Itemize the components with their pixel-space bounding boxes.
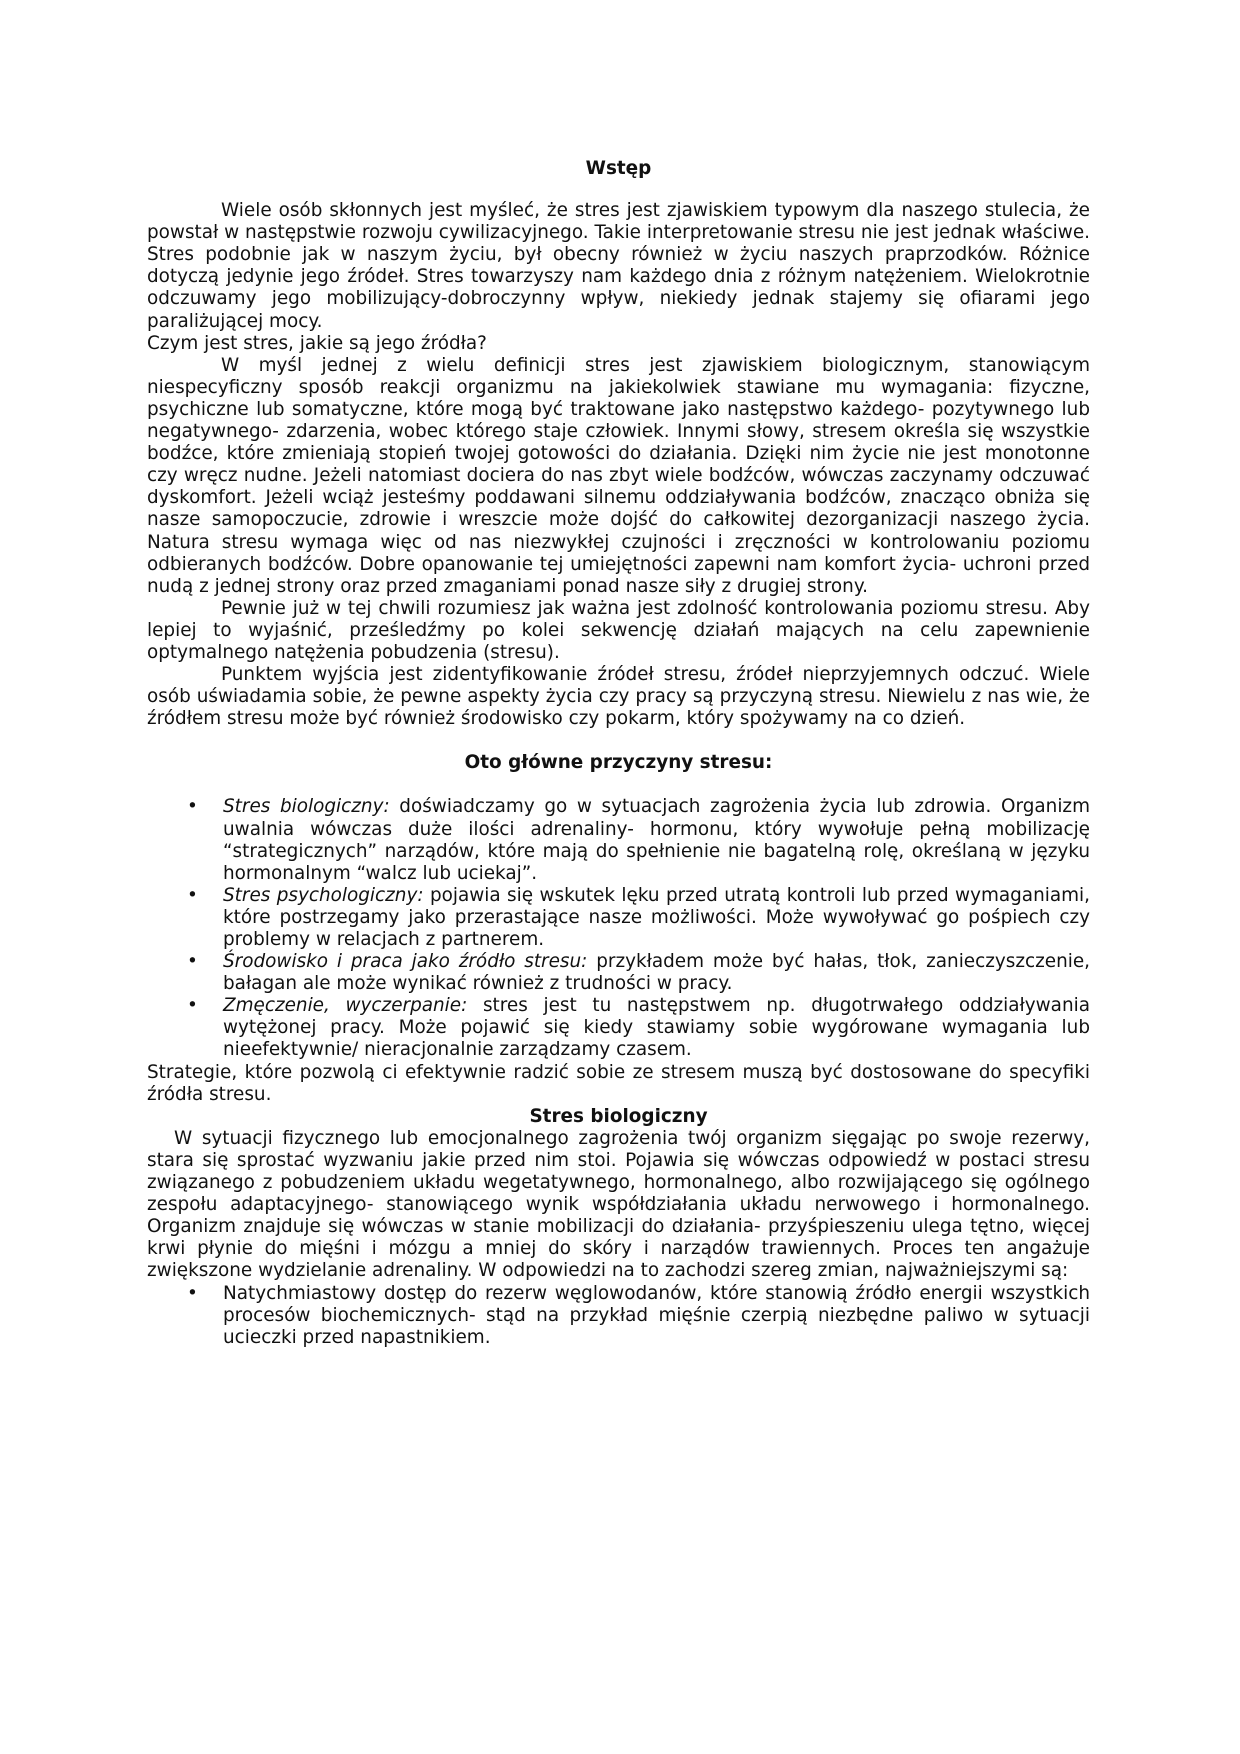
bullet-icon: • xyxy=(187,995,198,1017)
question-line: Czym jest stres, jakie są jego źródła? xyxy=(147,332,487,354)
cause-text: stres jest tu następstwem np. długotrwałego oddziaływania wytężonej pracy. Może pojawić się kiedy stawiamy sobie wygórowane wymagania lub nieefektywnie/ nieracjonalnie zarządzamy czasem. xyxy=(223,995,1090,1061)
cause-label: Stres biologiczny: xyxy=(223,796,390,818)
list-item xyxy=(147,796,1090,884)
document-page xyxy=(147,158,1090,1349)
bullet-icon: • xyxy=(187,1282,198,1304)
definition-paragraph: W myśl jednej z wielu definicji stres jest zjawiskiem biologicznym, stanowiącym niespecyficzny sposób reakcji organizmu na jakiekolwiek stawiane mu wymagania: fizyczne, psychiczne lub somatyczne, które mogą być traktowane jako następstwo każdego- pozytywnego lub negatywnego- zdarzenia, wobec którego staje człowiek. Innymi słowy, stresem określa się wszystkie bodźce, które zmieniają stopień twojej gotowości do działania. Dzięki nim życie nie jest monotonne czy wręcz nudne. Jeżeli natomiast dociera do nas zbyt wiele bodźców, wówczas zaczynamy odczuwać dyskomfort. Jeżeli wciąż jesteśmy poddawani silnemu oddziaływania bodźców, znacząco obniża się nasze samopoczucie, zdrowie i wreszcie może dojść do całkowitej dezorganizacji naszego życia. Natura stresu wymaga więc od nas niezwykłej czujności i zręczności w kontrolowaniu poziomu odbieranych bodźców. Dobre opanowanie tej umiejętności zapewni nam komfort życia- uchroni przed nudą z jednej strony oraz przed zmaganiami ponad nasze siły z drugiej strony. xyxy=(147,354,1090,597)
control-paragraph: Pewnie już w tej chwili rozumiesz jak ważna jest zdolność kontrolowania poziomu stresu. Aby lepiej to wyjaśnić, prześledźmy po kolei sekwencję działań mających na celu zapewnienie optymalnego natężenia pobudzenia (stresu). xyxy=(147,597,1090,663)
list-item xyxy=(147,1283,1090,1349)
list-item xyxy=(147,951,1090,995)
list-item xyxy=(147,885,1090,951)
cause-label: Środowisko i praca jako źródło stresu: xyxy=(223,951,588,973)
sources-paragraph: Punktem wyjścia jest zidentyfikowanie źródeł stresu, źródeł nieprzyjemnych odczuć. Wiele osób uświadamia sobie, że pewne aspekty życia czy pracy są przyczyną stresu. Niewielu z nas wie, że źródłem stresu może być również środowisko czy pokarm, który spożywamy na co dzień. xyxy=(147,664,1090,730)
bullet-icon: • xyxy=(187,796,198,818)
bio-paragraph: W sytuacji fizycznego lub emocjonalnego zagrożenia twój organizm sięgając po swoje rezerwy, stara się sprostać wyzwaniu jakie przed nim stoi. Pojawia się wówczas odpowiedź w postaci stresu związanego z pobudzeniem układu wegetatywnego, hormonalnego, albo rozwijającego się ogólnego zespołu adaptacyjnego- stanowiącego wynik współdziałania układu nerwowego i hormonalnego. Organizm znajduje się wówczas w stanie mobilizacji do działania- przyśpieszeniu ulega tętno, więcej krwi płynie do mięśni i mózgu a mniej do skóry i narządów trawiennych. Proces ten angażuje zwiększone wydzielanie adrenaliny. W odpowiedzi na to zachodzi szereg zmian, najważniejszymi są: xyxy=(147,1127,1090,1282)
bio-heading: Stres biologiczny xyxy=(529,1105,708,1127)
effect-text: Natychmiastowy dostęp do rezerw węglowodanów, które stanowią źródło energii wszystkich procesów biochemicznych- stąd na przykład mięśnie czerpią niezbędne paliwo w sytuacji ucieczki przed napastnikiem. xyxy=(223,1282,1090,1348)
intro-paragraph: Wiele osób skłonnych jest myśleć, że stres jest zjawiskiem typowym dla naszego stulecia, że powstał w następstwie rozwoju cywilizacyjnego. Takie interpretowanie stresu nie jest jednak właściwe. Stres podobnie jak w naszym życiu, był obecny również w życiu naszych praprzodków. Różnice dotyczą jedynie jego źródeł. Stres towarzyszy nam każdego dnia z różnym natężeniem. Wielokrotnie odczuwamy jego mobilizujący-dobroczynny wpływ, niekiedy jednak stajemy się ofiarami jego paraliżującej mocy. xyxy=(147,200,1090,332)
list-item xyxy=(147,995,1090,1061)
bullet-icon: • xyxy=(187,951,198,973)
cause-label: Stres psychologiczny: xyxy=(223,884,424,906)
cause-label: Zmęczenie, wyczerpanie: xyxy=(223,995,468,1017)
document-title: Wstęp xyxy=(585,158,652,179)
bullet-icon: • xyxy=(187,884,198,906)
strategy-paragraph: Strategie, które pozwolą ci efektywnie radzić sobie ze stresem muszą być dostosowane do specyfiki źródła stresu. xyxy=(147,1061,1090,1105)
cause-text: przykładem może być hałas, tłok, zanieczyszczenie, bałagan ale może wynikać również z trudności w pracy. xyxy=(223,951,1091,995)
effects-list xyxy=(147,1283,1090,1349)
cause-text: pojawia się wskutek lęku przed utratą kontroli lub przed wymaganiami, które postrzegamy jako przerastające nasze możliwości. Może wywoływać go pośpiech czy problemy w relacjach z partnerem. xyxy=(223,884,1090,950)
causes-list xyxy=(147,796,1090,1061)
causes-heading: Oto główne przyczyny stresu: xyxy=(464,752,773,774)
cause-text: doświadczamy go w sytuacjach zagrożenia życia lub zdrowia. Organizm uwalnia wówczas duże ilości adrenaliny- hormonu, który wywołuje pełną mobilizację “strategicznych” narządów, które mają do spełnienie nie bagatelną rolę, określaną w języku hormonalnym “walcz lub uciekaj”. xyxy=(223,796,1090,884)
